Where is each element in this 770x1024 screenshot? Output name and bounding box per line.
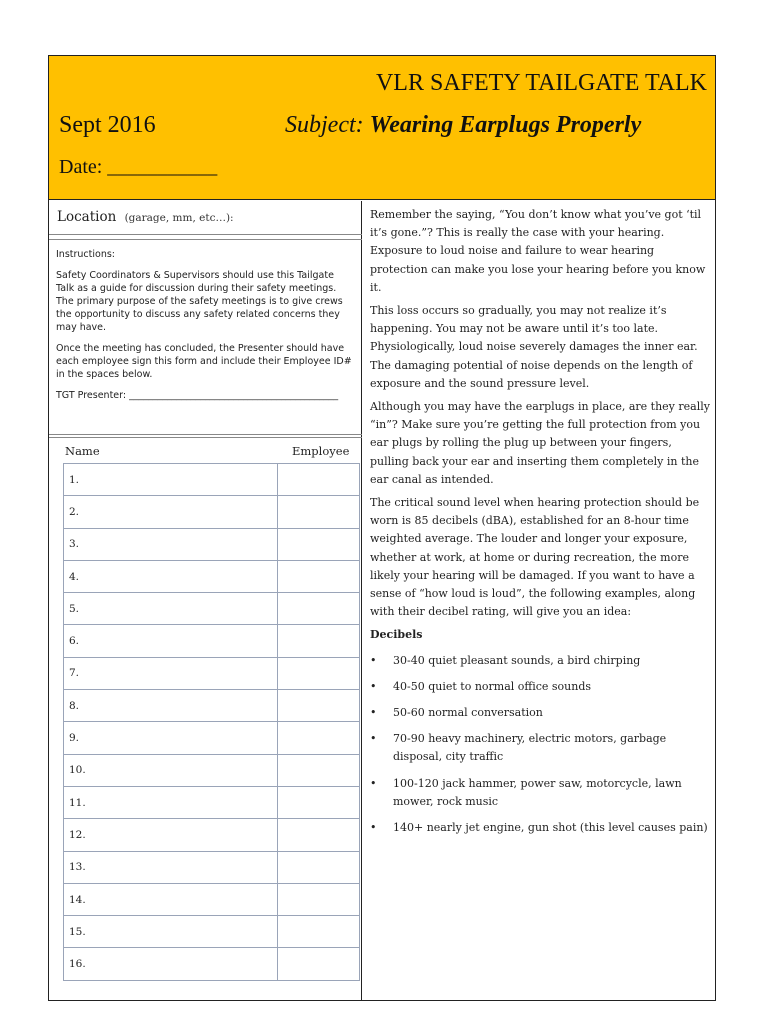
instructions-heading: Instructions: xyxy=(56,249,115,260)
name-cell[interactable]: 2. xyxy=(64,496,278,528)
date-field[interactable]: Date: ___________ xyxy=(59,156,218,178)
table-row xyxy=(64,851,360,883)
employee-id-cell[interactable] xyxy=(278,948,360,980)
employee-id-cell[interactable] xyxy=(278,593,360,625)
instructions-box xyxy=(49,239,362,435)
name-cell[interactable]: 9. xyxy=(64,722,278,754)
decibel-list xyxy=(370,652,710,838)
decibel-level-text: 40-50 quiet to normal office sounds xyxy=(393,679,592,693)
bullet-icon: • xyxy=(370,821,377,835)
subject-line xyxy=(285,112,641,139)
table-row xyxy=(64,593,360,625)
presenter-field[interactable]: TGT Presenter: ____________________________________________ xyxy=(56,390,339,401)
name-column-header: Name xyxy=(65,444,100,458)
body-paragraph-2: This loss occurs so gradually, you may not realize it’s happening. You may not be aware until it’s too late. Physiologically, loud noise severely damages the inner ear. The damaging potential of noise depends on the length of exposure and the sound pressure level. xyxy=(370,304,698,390)
decibel-level-text: 70-90 heavy machinery, electric motors, garbage disposal, city traffic xyxy=(393,732,667,764)
body-paragraph-4: The critical sound level when hearing protection should be worn is 85 decibels (dBA), established for an 8-hour time weighted average. The louder and longer your exposure, whether at work, at home or during recreation, the more likely your hearing will be damaged. If you want to have a sense of “how loud is loud”, the following examples, along with their decibel rating, will give you an idea: xyxy=(370,496,700,619)
name-cell[interactable]: 5. xyxy=(64,593,278,625)
employee-id-cell[interactable] xyxy=(278,883,360,915)
employee-id-cell[interactable] xyxy=(278,722,360,754)
bullet-icon: • xyxy=(370,706,377,720)
bullet-icon: • xyxy=(370,679,377,693)
table-row xyxy=(64,786,360,818)
list-item xyxy=(370,704,710,722)
employee-id-cell[interactable] xyxy=(278,690,360,722)
table-row xyxy=(64,560,360,592)
table-row xyxy=(64,722,360,754)
name-cell[interactable]: 3. xyxy=(64,528,278,560)
decibel-level-text: 140+ nearly jet engine, gun shot (this level causes pain) xyxy=(393,821,708,835)
location-field[interactable] xyxy=(49,201,362,235)
table-row xyxy=(64,948,360,980)
name-cell[interactable]: 10. xyxy=(64,754,278,786)
employee-id-cell[interactable] xyxy=(278,657,360,689)
employee-id-cell[interactable] xyxy=(278,819,360,851)
list-item xyxy=(370,819,710,837)
subject-value: Wearing Earplugs Properly xyxy=(369,112,642,138)
table-row xyxy=(64,883,360,915)
table-row xyxy=(64,496,360,528)
employee-id-cell[interactable] xyxy=(278,851,360,883)
left-column xyxy=(49,201,362,1000)
name-cell[interactable]: 16. xyxy=(64,948,278,980)
location-hint: (garage, mm, etc…): xyxy=(124,212,234,224)
table-row xyxy=(64,528,360,560)
sign-in-table xyxy=(63,463,360,981)
employee-id-cell[interactable] xyxy=(278,786,360,818)
decibels-heading: Decibels xyxy=(370,628,423,642)
table-row xyxy=(64,916,360,948)
bullet-icon: • xyxy=(370,732,377,746)
decibel-level-text: 50-60 normal conversation xyxy=(393,706,543,720)
bullet-icon: • xyxy=(370,653,377,667)
name-cell[interactable]: 11. xyxy=(64,786,278,818)
table-row xyxy=(64,464,360,496)
list-item xyxy=(370,678,710,696)
name-cell[interactable]: 14. xyxy=(64,883,278,915)
instructions-paragraph-2: Once the meeting has concluded, the Presenter should have each employee sign this form and include their Employee ID# in the spaces below. xyxy=(56,343,352,380)
table-row xyxy=(64,690,360,722)
name-cell[interactable]: 12. xyxy=(64,819,278,851)
name-cell[interactable]: 15. xyxy=(64,916,278,948)
table-row xyxy=(64,625,360,657)
name-cell[interactable]: 13. xyxy=(64,851,278,883)
name-cell[interactable]: 4. xyxy=(64,560,278,592)
name-cell[interactable]: 7. xyxy=(64,657,278,689)
employee-id-cell[interactable] xyxy=(278,496,360,528)
page-title: VLR SAFETY TAILGATE TALK xyxy=(375,70,707,96)
decibel-level-text: 100-120 jack hammer, power saw, motorcycle, lawn mower, rock music xyxy=(393,776,682,808)
header-banner xyxy=(49,56,715,200)
bullet-icon: • xyxy=(370,776,377,790)
list-item xyxy=(370,775,710,811)
table-row xyxy=(64,657,360,689)
table-row xyxy=(64,754,360,786)
name-cell[interactable]: 1. xyxy=(64,464,278,496)
list-item xyxy=(370,730,710,766)
subject-label: Subject: xyxy=(285,112,364,138)
employee-id-cell[interactable] xyxy=(278,464,360,496)
body-paragraph-1: Remember the saying, “You don’t know what you’ve got ‘til it’s gone.”? This is really the case with your hearing. Exposure to loud noise and failure to wear hearing protection can make you lose your hearing before you know it. xyxy=(370,208,706,294)
article-body xyxy=(370,206,710,845)
name-cell[interactable]: 6. xyxy=(64,625,278,657)
sign-in-panel xyxy=(49,437,362,999)
list-item xyxy=(370,652,710,670)
body-paragraph-3: Although you may have the earplugs in place, are they really “in”? Make sure you’re getting the full protection from you ear plugs by rolling the plug up between your fingers, pulling back your ear and inserting them completely in the ear canal as intended. xyxy=(370,400,710,486)
employee-id-cell[interactable] xyxy=(278,916,360,948)
table-row xyxy=(64,819,360,851)
month-year: Sept 2016 xyxy=(59,112,156,138)
decibel-level-text: 30-40 quiet pleasant sounds, a bird chirping xyxy=(393,653,641,667)
employee-column-header: Employee xyxy=(292,444,350,458)
employee-id-cell[interactable] xyxy=(278,625,360,657)
employee-id-cell[interactable] xyxy=(278,560,360,592)
instructions-paragraph-1: Safety Coordinators & Supervisors should use this Tailgate Talk as a guide for discussion during their safety meetings. The primary purpose of the safety meetings is to give crews the opportunity to discuss any safety related concerns they may have. xyxy=(56,270,343,333)
employee-id-cell[interactable] xyxy=(278,528,360,560)
location-label: Location xyxy=(57,209,117,225)
employee-id-cell[interactable] xyxy=(278,754,360,786)
name-cell[interactable]: 8. xyxy=(64,690,278,722)
